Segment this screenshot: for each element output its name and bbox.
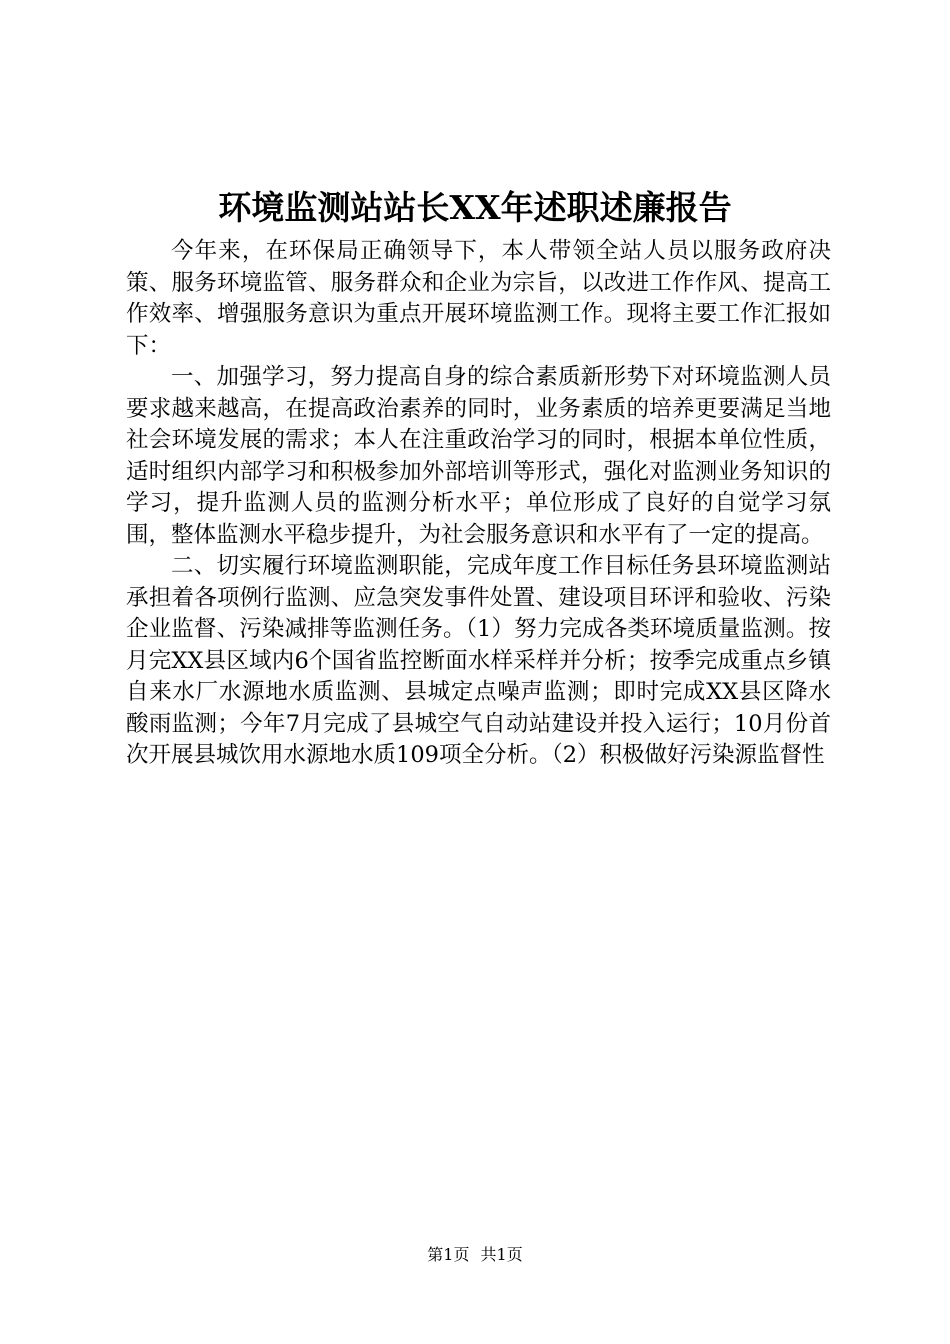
paragraph-intro: 今年来，在环保局正确领导下，本人带领全站人员以服务政府决策、服务环境监管、服务群众和企业为宗旨，以改进工作作风、提高工作效率、增强服务意识为重点开展环境监测工作。现将主要工作汇报如下： bbox=[126, 238, 831, 359]
paragraph-section-1: 一、加强学习，努力提高自身的综合素质新形势下对环境监测人员要求越来越高，在提高政治素养的同时，业务素质的培养更要满足当地社会环境发展的需求；本人在注重政治学习的同时，根据本单位性质，适时组织内部学习和积极参加外部培训等形式，强化对监测业务知识的学习，提升监测人员的监测分析水平；单位形成了良好的自觉学习氛围，整体监测水平稳步提升，为社会服务意识和水平有了一定的提高。 bbox=[126, 364, 831, 548]
page-footer bbox=[0, 1244, 950, 1266]
document-title: 环境监测站站长XX年述职述廉报告 bbox=[218, 188, 732, 227]
page-total: 共1页 bbox=[480, 1245, 523, 1264]
document-body bbox=[126, 236, 831, 772]
page-number: 第1页 bbox=[427, 1245, 470, 1264]
paragraph-section-2: 二、切实履行环境监测职能，完成年度工作目标任务县环境监测站承担着各项例行监测、应急突发事件处置、建设项目环评和验收、污染企业监督、污染减排等监测任务。（1）努力完成各类环境质量监测。按月完XX县区域内6个国省监控断面水样采样并分析；按季完成重点乡镇自来水厂水源地水质监测、县城定点噪声监测；即时完成XX县区降水酸雨监测；今年7月完成了县城空气自动站建设并投入运行；10月份首次开展县城饮用水源地水质109项全分析。（2）积极做好污染源监督性 bbox=[126, 553, 831, 768]
